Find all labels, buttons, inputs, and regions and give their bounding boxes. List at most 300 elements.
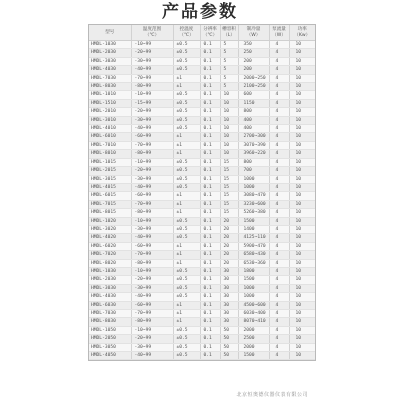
cell-pump-flow: 4	[269, 276, 289, 284]
cell-cooling-capacity: 350	[238, 41, 269, 49]
cell-temp-control: ±0.5	[173, 276, 200, 284]
cell-resolution: 0.1	[200, 91, 220, 99]
cell-model: HMDL-6030	[89, 301, 131, 309]
cell-temp-control: ±1	[173, 318, 200, 326]
cell-temp-range: -10~99	[131, 267, 173, 275]
cell-temp-control: ±1	[173, 83, 200, 91]
header-label: 制冷量	[246, 27, 261, 32]
cell-tank-volume: 15	[220, 167, 238, 175]
cell-model: HMDL-3010	[89, 116, 131, 124]
cell-pump-flow: 4	[269, 167, 289, 175]
table-row	[89, 183, 315, 191]
table-row	[89, 99, 315, 107]
cell-temp-range: -40~99	[131, 293, 173, 301]
cell-power: 10	[289, 284, 315, 292]
cell-model: HMDL-3030	[89, 57, 131, 65]
company-footer: 北京恒奥德仪器仪表有限公司	[236, 392, 308, 398]
cell-temp-control: ±0.5	[173, 293, 200, 301]
cell-cooling-capacity: 2000	[238, 326, 269, 334]
cell-pump-flow: 4	[269, 209, 289, 217]
cell-temp-range: -70~99	[131, 251, 173, 259]
table-row	[89, 276, 315, 284]
cell-temp-control: ±0.5	[173, 57, 200, 65]
cell-temp-range: -20~99	[131, 167, 173, 175]
cell-temp-control: ±0.5	[173, 234, 200, 242]
header-cooling-capacity	[238, 25, 269, 41]
header-model	[89, 25, 131, 41]
cell-tank-volume: 10	[220, 133, 238, 141]
cell-resolution: 0.1	[200, 125, 220, 133]
cell-pump-flow: 4	[269, 141, 289, 149]
cell-power: 10	[289, 326, 315, 334]
cell-temp-range: -80~99	[131, 259, 173, 267]
cell-temp-range: -15~99	[131, 99, 173, 107]
cell-temp-range: -10~99	[131, 41, 173, 49]
cell-model: HMDL-2050	[89, 335, 131, 343]
cell-model: HMDL-6010	[89, 133, 131, 141]
spec-table	[89, 25, 315, 360]
cell-resolution: 0.1	[200, 284, 220, 292]
cell-cooling-capacity: 800	[238, 108, 269, 116]
cell-tank-volume: 10	[220, 91, 238, 99]
cell-pump-flow: 4	[269, 158, 289, 166]
cell-resolution: 0.1	[200, 141, 220, 149]
cell-resolution: 0.1	[200, 293, 220, 301]
cell-cooling-capacity: 5260~380	[238, 209, 269, 217]
cell-model: HMDL-6015	[89, 192, 131, 200]
cell-temp-range: -70~99	[131, 200, 173, 208]
cell-model: HMDL-1020	[89, 217, 131, 225]
cell-cooling-capacity: 800	[238, 158, 269, 166]
cell-model: HMDL-3030	[89, 284, 131, 292]
cell-resolution: 0.1	[200, 83, 220, 91]
table-row	[89, 125, 315, 133]
cell-power: 10	[289, 276, 315, 284]
cell-model: HMDL-1010	[89, 91, 131, 99]
cell-cooling-capacity: 1500	[238, 276, 269, 284]
cell-pump-flow: 4	[269, 352, 289, 360]
cell-resolution: 0.1	[200, 242, 220, 250]
cell-pump-flow: 4	[269, 284, 289, 292]
cell-tank-volume: 30	[220, 276, 238, 284]
cell-temp-control: ±1	[173, 74, 200, 82]
header-unit: （℃）	[179, 32, 194, 38]
cell-temp-control: ±0.5	[173, 335, 200, 343]
cell-pump-flow: 4	[269, 66, 289, 74]
cell-power: 10	[289, 83, 315, 91]
cell-temp-control: ±0.5	[173, 183, 200, 191]
table-row	[89, 49, 315, 57]
cell-model: HMDL-1030	[89, 267, 131, 275]
cell-temp-range: -80~99	[131, 150, 173, 158]
cell-model: HMDL-8015	[89, 209, 131, 217]
cell-temp-control: ±0.5	[173, 326, 200, 334]
cell-tank-volume: 5	[220, 66, 238, 74]
cell-temp-range: -30~99	[131, 175, 173, 183]
cell-power: 10	[289, 293, 315, 301]
cell-power: 10	[289, 192, 315, 200]
cell-power: 10	[289, 158, 315, 166]
table-row	[89, 352, 315, 360]
cell-resolution: 0.1	[200, 335, 220, 343]
cell-model: HMDL-7015	[89, 200, 131, 208]
cell-resolution: 0.1	[200, 41, 220, 49]
cell-tank-volume: 10	[220, 99, 238, 107]
cell-pump-flow: 4	[269, 234, 289, 242]
cell-resolution: 0.1	[200, 276, 220, 284]
header-label: 控温度	[179, 27, 194, 32]
cell-temp-range: -10~99	[131, 158, 173, 166]
cell-tank-volume: 15	[220, 183, 238, 191]
table-row	[89, 234, 315, 242]
cell-model: HMDL-4010	[89, 125, 131, 133]
table-header-row	[89, 25, 315, 41]
table-row	[89, 343, 315, 351]
cell-resolution: 0.1	[200, 192, 220, 200]
cell-temp-control: ±0.5	[173, 217, 200, 225]
cell-resolution: 0.1	[200, 234, 220, 242]
cell-power: 10	[289, 66, 315, 74]
table-row	[89, 192, 315, 200]
cell-temp-control: ±0.5	[173, 352, 200, 360]
cell-temp-control: ±1	[173, 259, 200, 267]
cell-cooling-capacity: 6530~360	[238, 259, 269, 267]
cell-model: HMDL-4050	[89, 352, 131, 360]
cell-cooling-capacity: 1150	[238, 99, 269, 107]
cell-tank-volume: 20	[220, 259, 238, 267]
cell-temp-range: -40~99	[131, 183, 173, 191]
cell-temp-control: ±0.5	[173, 41, 200, 49]
cell-temp-range: -80~99	[131, 83, 173, 91]
cell-pump-flow: 4	[269, 41, 289, 49]
cell-temp-range: -60~99	[131, 192, 173, 200]
table-row	[89, 267, 315, 275]
table-row	[89, 66, 315, 74]
cell-power: 10	[289, 91, 315, 99]
cell-power: 10	[289, 310, 315, 318]
table-row	[89, 209, 315, 217]
cell-power: 10	[289, 200, 315, 208]
cell-tank-volume: 5	[220, 57, 238, 65]
header-unit: （L）	[223, 32, 235, 38]
cell-tank-volume: 30	[220, 284, 238, 292]
page-title: 产品参数	[162, 2, 238, 22]
cell-pump-flow: 4	[269, 326, 289, 334]
cell-temp-control: ±0.5	[173, 343, 200, 351]
cell-model: HMDL-2015	[89, 167, 131, 175]
cell-tank-volume: 5	[220, 74, 238, 82]
cell-temp-control: ±0.5	[173, 49, 200, 57]
cell-pump-flow: 4	[269, 57, 289, 65]
cell-temp-control: ±1	[173, 209, 200, 217]
cell-resolution: 0.1	[200, 225, 220, 233]
cell-pump-flow: 4	[269, 192, 289, 200]
cell-model: HMDL-3050	[89, 343, 131, 351]
cell-resolution: 0.1	[200, 326, 220, 334]
table-row	[89, 167, 315, 175]
cell-cooling-capacity: 250	[238, 49, 269, 57]
cell-cooling-capacity: 700	[238, 167, 269, 175]
cell-cooling-capacity: 3230~600	[238, 200, 269, 208]
cell-cooling-capacity: 2700~300	[238, 133, 269, 141]
cell-pump-flow: 4	[269, 310, 289, 318]
cell-pump-flow: 4	[269, 83, 289, 91]
cell-cooling-capacity: 3960~220	[238, 150, 269, 158]
cell-resolution: 0.1	[200, 167, 220, 175]
table-row	[89, 158, 315, 166]
cell-resolution: 0.1	[200, 352, 220, 360]
cell-pump-flow: 4	[269, 108, 289, 116]
cell-tank-volume: 30	[220, 318, 238, 326]
table-row	[89, 318, 315, 326]
cell-pump-flow: 4	[269, 343, 289, 351]
cell-temp-range: -20~99	[131, 108, 173, 116]
cell-temp-control: ±0.5	[173, 175, 200, 183]
cell-tank-volume: 30	[220, 267, 238, 275]
cell-pump-flow: 4	[269, 133, 289, 141]
cell-pump-flow: 4	[269, 251, 289, 259]
table-row	[89, 242, 315, 250]
cell-resolution: 0.1	[200, 209, 220, 217]
cell-temp-control: ±1	[173, 251, 200, 259]
cell-model: HMDL-4030	[89, 66, 131, 74]
cell-power: 10	[289, 234, 315, 242]
cell-model: HMDL-1050	[89, 326, 131, 334]
cell-model: HMDL-4020	[89, 234, 131, 242]
cell-cooling-capacity: 2100~250	[238, 83, 269, 91]
cell-temp-range: -20~99	[131, 49, 173, 57]
cell-temp-range: -80~99	[131, 318, 173, 326]
header-label: 温度范围	[142, 27, 162, 32]
cell-model: HMDL-6020	[89, 242, 131, 250]
cell-cooling-capacity: 3070~390	[238, 141, 269, 149]
header-tank-volume	[220, 25, 238, 41]
cell-cooling-capacity: 1000	[238, 183, 269, 191]
cell-tank-volume: 15	[220, 209, 238, 217]
cell-resolution: 0.1	[200, 133, 220, 141]
cell-tank-volume: 15	[220, 158, 238, 166]
cell-model: HMDL-8030	[89, 318, 131, 326]
cell-pump-flow: 4	[269, 150, 289, 158]
cell-power: 10	[289, 318, 315, 326]
cell-cooling-capacity: 1500	[238, 352, 269, 360]
cell-power: 10	[289, 335, 315, 343]
header-label: 功率	[297, 27, 307, 32]
cell-cooling-capacity: 600	[238, 91, 269, 99]
cell-power: 10	[289, 141, 315, 149]
spec-table-container	[88, 24, 316, 361]
cell-resolution: 0.1	[200, 74, 220, 82]
cell-model: HMDL-8030	[89, 83, 131, 91]
cell-cooling-capacity: 1400	[238, 225, 269, 233]
cell-power: 10	[289, 343, 315, 351]
cell-cooling-capacity: 2000~250	[238, 74, 269, 82]
table-row	[89, 217, 315, 225]
cell-pump-flow: 4	[269, 99, 289, 107]
cell-temp-control: ±1	[173, 141, 200, 149]
cell-temp-control: ±0.5	[173, 167, 200, 175]
cell-pump-flow: 4	[269, 267, 289, 275]
table-row	[89, 57, 315, 65]
cell-model: HMDL-7010	[89, 141, 131, 149]
cell-pump-flow: 4	[269, 116, 289, 124]
cell-pump-flow: 4	[269, 293, 289, 301]
cell-resolution: 0.1	[200, 175, 220, 183]
cell-cooling-capacity: 200	[238, 57, 269, 65]
cell-model: HMDL-1030	[89, 41, 131, 49]
cell-cooling-capacity: 4500~600	[238, 301, 269, 309]
header-label: 泵流量	[272, 27, 286, 32]
cell-power: 10	[289, 217, 315, 225]
table-row	[89, 335, 315, 343]
cell-tank-volume: 20	[220, 251, 238, 259]
cell-temp-range: -10~99	[131, 326, 173, 334]
header-unit: （W）	[272, 32, 286, 38]
cell-cooling-capacity: 400	[238, 125, 269, 133]
cell-resolution: 0.1	[200, 217, 220, 225]
cell-cooling-capacity: 2500	[238, 335, 269, 343]
cell-cooling-capacity: 1500	[238, 217, 269, 225]
cell-temp-control: ±0.5	[173, 225, 200, 233]
cell-model: HMDL-4015	[89, 183, 131, 191]
cell-temp-range: -30~99	[131, 284, 173, 292]
table-row	[89, 108, 315, 116]
cell-power: 10	[289, 225, 315, 233]
cell-cooling-capacity: 400	[238, 116, 269, 124]
cell-temp-range: -60~99	[131, 133, 173, 141]
cell-temp-range: -40~99	[131, 352, 173, 360]
cell-resolution: 0.1	[200, 251, 220, 259]
cell-cooling-capacity: 1000	[238, 284, 269, 292]
cell-tank-volume: 20	[220, 217, 238, 225]
table-row	[89, 284, 315, 292]
cell-model: HMDL-2030	[89, 49, 131, 57]
cell-tank-volume: 10	[220, 150, 238, 158]
cell-temp-range: -70~99	[131, 310, 173, 318]
header-unit: （Kw）	[294, 32, 311, 38]
cell-cooling-capacity: 3080~470	[238, 192, 269, 200]
table-row	[89, 83, 315, 91]
cell-temp-range: -40~99	[131, 66, 173, 74]
header-label: 分辨率	[203, 27, 217, 32]
cell-temp-range: -30~99	[131, 343, 173, 351]
cell-temp-range: -10~99	[131, 91, 173, 99]
cell-tank-volume: 30	[220, 293, 238, 301]
table-row	[89, 301, 315, 309]
header-temp-range	[131, 25, 173, 41]
cell-temp-range: -40~99	[131, 125, 173, 133]
cell-temp-control: ±0.5	[173, 66, 200, 74]
cell-tank-volume: 20	[220, 242, 238, 250]
cell-model: HMDL-7020	[89, 251, 131, 259]
table-row	[89, 200, 315, 208]
cell-temp-range: -70~99	[131, 141, 173, 149]
cell-pump-flow: 4	[269, 175, 289, 183]
cell-temp-range: -10~99	[131, 217, 173, 225]
cell-tank-volume: 15	[220, 192, 238, 200]
table-row	[89, 175, 315, 183]
cell-tank-volume: 5	[220, 49, 238, 57]
cell-power: 10	[289, 57, 315, 65]
cell-tank-volume: 50	[220, 326, 238, 334]
table-row	[89, 133, 315, 141]
table-row	[89, 310, 315, 318]
cell-resolution: 0.1	[200, 49, 220, 57]
cell-model: HMDL-2030	[89, 276, 131, 284]
header-pump-flow	[269, 25, 289, 41]
cell-model: HMDL-7030	[89, 310, 131, 318]
header-power	[289, 25, 315, 41]
cell-resolution: 0.1	[200, 116, 220, 124]
header-temp-control	[173, 25, 200, 41]
cell-temp-control: ±0.5	[173, 91, 200, 99]
cell-tank-volume: 20	[220, 234, 238, 242]
cell-power: 10	[289, 108, 315, 116]
cell-pump-flow: 4	[269, 335, 289, 343]
cell-power: 10	[289, 259, 315, 267]
cell-cooling-capacity: 8070~410	[238, 318, 269, 326]
cell-pump-flow: 4	[269, 49, 289, 57]
header-unit: （W）	[246, 32, 261, 38]
header-unit: （℃）	[202, 32, 218, 38]
cell-resolution: 0.1	[200, 66, 220, 74]
cell-temp-range: -20~99	[131, 276, 173, 284]
cell-model: HMDL-8020	[89, 259, 131, 267]
cell-temp-range: -60~99	[131, 242, 173, 250]
cell-power: 10	[289, 116, 315, 124]
cell-cooling-capacity: 5900~470	[238, 242, 269, 250]
cell-temp-range: -80~99	[131, 209, 173, 217]
cell-cooling-capacity: 1800	[238, 267, 269, 275]
cell-cooling-capacity: 6580~430	[238, 251, 269, 259]
cell-model: HMDL-1015	[89, 158, 131, 166]
table-row	[89, 74, 315, 82]
cell-temp-range: -30~99	[131, 225, 173, 233]
cell-power: 10	[289, 74, 315, 82]
cell-model: HMDL-4030	[89, 293, 131, 301]
cell-model: HMDL-7030	[89, 74, 131, 82]
cell-tank-volume: 10	[220, 125, 238, 133]
cell-cooling-capacity: 6030~400	[238, 310, 269, 318]
cell-tank-volume: 15	[220, 175, 238, 183]
cell-tank-volume: 15	[220, 200, 238, 208]
cell-pump-flow: 4	[269, 301, 289, 309]
cell-power: 10	[289, 167, 315, 175]
cell-temp-range: -70~99	[131, 74, 173, 82]
cell-tank-volume: 10	[220, 116, 238, 124]
cell-resolution: 0.1	[200, 99, 220, 107]
cell-temp-control: ±0.5	[173, 116, 200, 124]
cell-tank-volume: 5	[220, 83, 238, 91]
cell-model: HMDL-3020	[89, 225, 131, 233]
cell-cooling-capacity: 4125~110	[238, 234, 269, 242]
cell-tank-volume: 50	[220, 335, 238, 343]
header-unit: （℃）	[144, 32, 160, 38]
cell-pump-flow: 4	[269, 125, 289, 133]
cell-model: HMDL-8010	[89, 150, 131, 158]
cell-tank-volume: 30	[220, 310, 238, 318]
cell-pump-flow: 4	[269, 242, 289, 250]
cell-model: HMDL-1510	[89, 99, 131, 107]
cell-power: 10	[289, 133, 315, 141]
cell-temp-range: -30~99	[131, 57, 173, 65]
cell-power: 10	[289, 41, 315, 49]
cell-temp-control: ±0.5	[173, 158, 200, 166]
cell-temp-control: ±1	[173, 192, 200, 200]
cell-power: 10	[289, 209, 315, 217]
cell-resolution: 0.1	[200, 183, 220, 191]
cell-temp-control: ±0.5	[173, 99, 200, 107]
